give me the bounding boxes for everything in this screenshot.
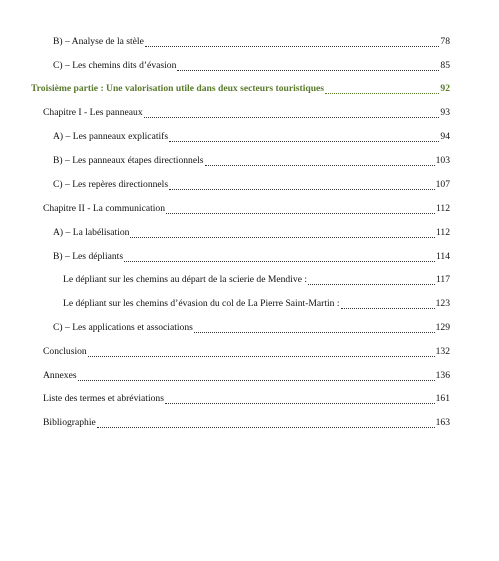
toc-entry-page: 92 <box>440 83 450 94</box>
toc-entry-label: B) – Les panneaux étapes directionnels <box>53 155 204 166</box>
toc-entry <box>0 60 499 72</box>
toc-entry-label: Liste des termes et abréviations <box>43 393 164 404</box>
dot-leader <box>169 181 435 190</box>
toc-entry-label: A) – Les panneaux explicatifs <box>53 131 169 142</box>
toc-entry-page: 103 <box>435 155 450 166</box>
dot-leader <box>205 157 435 166</box>
dot-leader <box>78 372 435 381</box>
toc-entry-page: 114 <box>435 251 450 262</box>
toc-entry-page: 163 <box>435 417 450 428</box>
toc-entry <box>0 227 499 239</box>
toc-entry-page: 112 <box>435 227 450 238</box>
dot-leader <box>165 395 435 404</box>
dot-leader <box>124 253 435 262</box>
dot-leader <box>308 276 435 285</box>
toc-entry-page: 85 <box>440 60 450 71</box>
dot-leader <box>177 62 439 71</box>
toc-entry-label: Chapitre II - La communication <box>43 203 166 214</box>
toc-entry-label: B) – Analyse de la stèle <box>53 36 144 47</box>
toc-entry-page: 132 <box>435 346 450 357</box>
toc-entry-label: Chapitre I - Les panneaux <box>43 107 143 118</box>
toc-chapter <box>0 203 499 215</box>
toc-entry <box>0 36 499 48</box>
toc-entry-label: Annexes <box>43 370 77 381</box>
toc-entry-label: B) – Les dépliants <box>53 251 124 262</box>
toc-entry-label: Conclusion <box>43 346 87 357</box>
toc-part-heading <box>0 83 499 95</box>
toc-entry <box>0 155 499 167</box>
toc-entry-page: 107 <box>435 179 450 190</box>
toc-chapter <box>0 370 499 382</box>
dot-leader <box>88 348 435 357</box>
toc-entry-page: 94 <box>440 131 450 142</box>
toc-entry-page: 112 <box>435 203 450 214</box>
toc-entry-page: 161 <box>435 393 450 404</box>
toc-entry-label: C) – Les repères directionnels <box>53 179 169 190</box>
toc-entry-page: 129 <box>435 322 450 333</box>
dot-leader <box>145 38 440 47</box>
toc-entry-label: C) – Les applications et associations <box>53 322 193 333</box>
dot-leader <box>194 324 435 333</box>
toc-entry-page: 93 <box>440 107 450 118</box>
toc-entry-label: Le dépliant sur les chemins au départ de la scierie de Mendive : <box>63 274 308 285</box>
toc-entry-label: Le dépliant sur les chemins d’évasion du col de La Pierre Saint-Martin : <box>63 298 340 309</box>
dot-leader <box>325 85 439 94</box>
toc-entry-label: A) – La labélisation <box>53 227 130 238</box>
toc-entry-page: 123 <box>435 298 450 309</box>
dot-leader <box>341 300 435 309</box>
dot-leader <box>97 419 435 428</box>
toc-chapter <box>0 107 499 119</box>
toc-entry-label: C) – Les chemins dits d’évasion <box>53 60 177 71</box>
dot-leader <box>166 205 435 214</box>
toc-entry-label: Troisième partie : Une valorisation utile dans deux secteurs touristiques <box>31 83 325 94</box>
toc-entry-page: 136 <box>435 370 450 381</box>
toc-entry-label: Bibliographie <box>43 417 96 428</box>
toc-chapter <box>0 417 499 429</box>
toc-entry <box>0 251 499 263</box>
toc-subentry <box>0 274 499 286</box>
toc-entry <box>0 179 499 191</box>
toc-chapter <box>0 346 499 358</box>
dot-leader <box>130 229 434 238</box>
toc-entry-page: 117 <box>435 274 450 285</box>
toc-entry <box>0 131 499 143</box>
dot-leader <box>169 133 439 142</box>
dot-leader <box>144 109 440 118</box>
toc-entry <box>0 322 499 334</box>
toc-chapter <box>0 393 499 405</box>
toc-subentry <box>0 298 499 310</box>
toc-entry-page: 78 <box>440 36 450 47</box>
